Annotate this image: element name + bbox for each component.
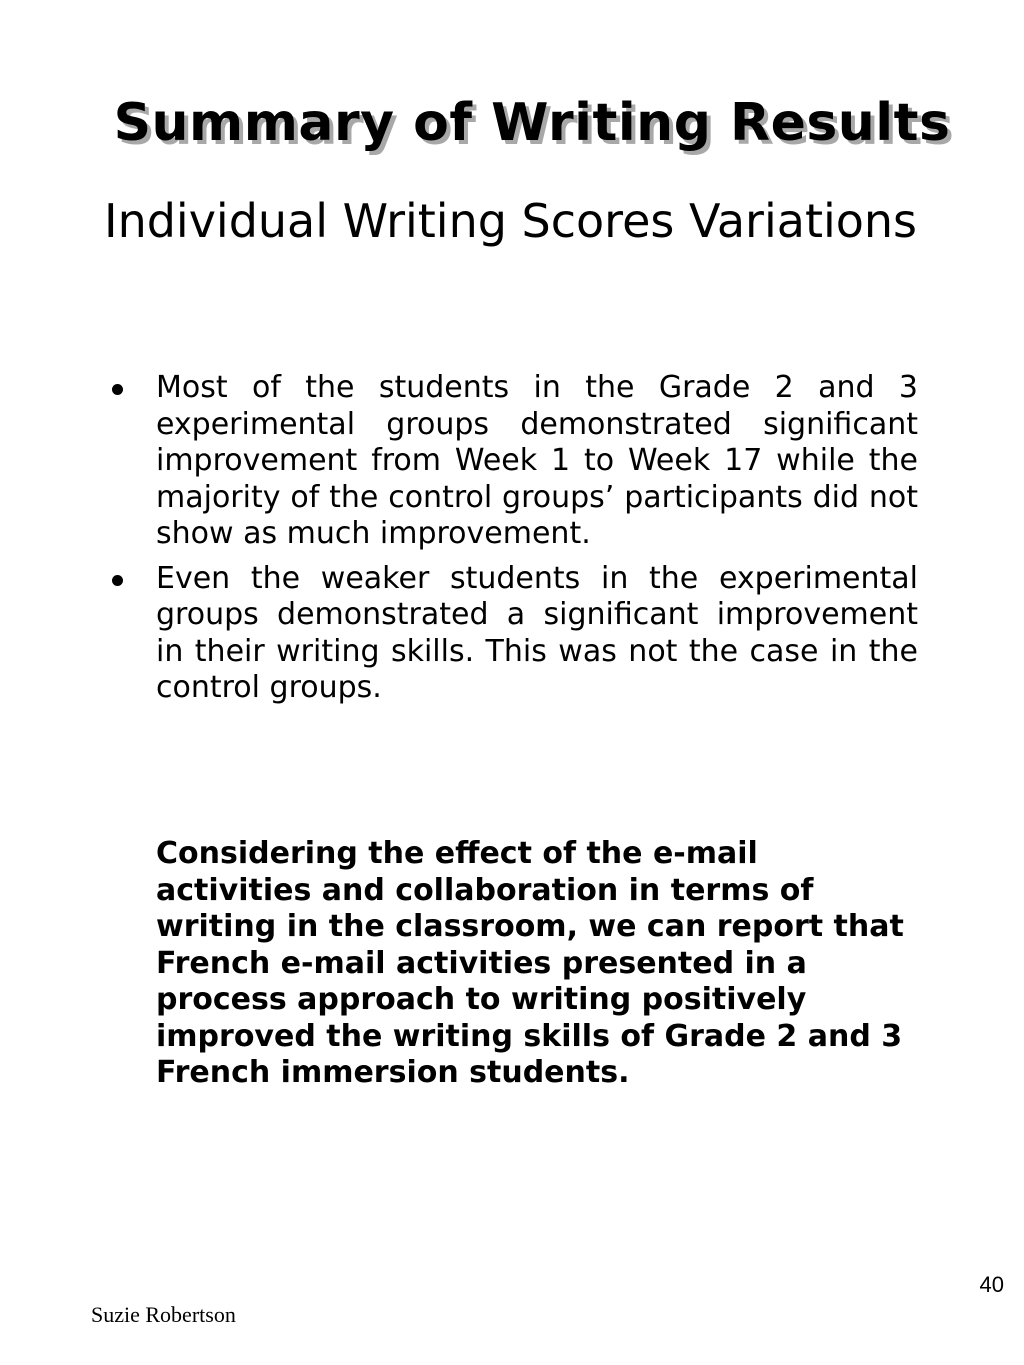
author-name: Suzie Robertson <box>91 1302 236 1327</box>
bullet-dot-icon <box>112 575 123 586</box>
section-subtitle: Individual Writing Scores Variations <box>104 194 918 248</box>
bullet-text: Most of the students in the Grade 2 and 3 experimental groups demonstrated significant improvement from Week 1 to Week 17 while the majority of the control groups’ participants did not show as much improvement. <box>156 370 918 551</box>
bullet-list <box>108 370 918 715</box>
bullet-item <box>108 370 918 553</box>
slide-title: Summary of Writing Results <box>113 93 951 153</box>
slide-number: 40 <box>979 1272 1004 1297</box>
bullet-text: Even the weaker students in the experimental groups demonstrated a significant improvement in their writing skills. This was not the case in the control groups. <box>156 560 918 705</box>
bullet-item <box>108 561 918 707</box>
conclusion-paragraph: Considering the effect of the e-mail activities and collaboration in terms of writing in the classroom, we can report that French e-mail activities presented in a process approach to writing positively improved the writing skills of Grade 2 and 3 French immersion students. <box>156 836 904 1090</box>
bullet-dot-icon <box>112 384 123 395</box>
